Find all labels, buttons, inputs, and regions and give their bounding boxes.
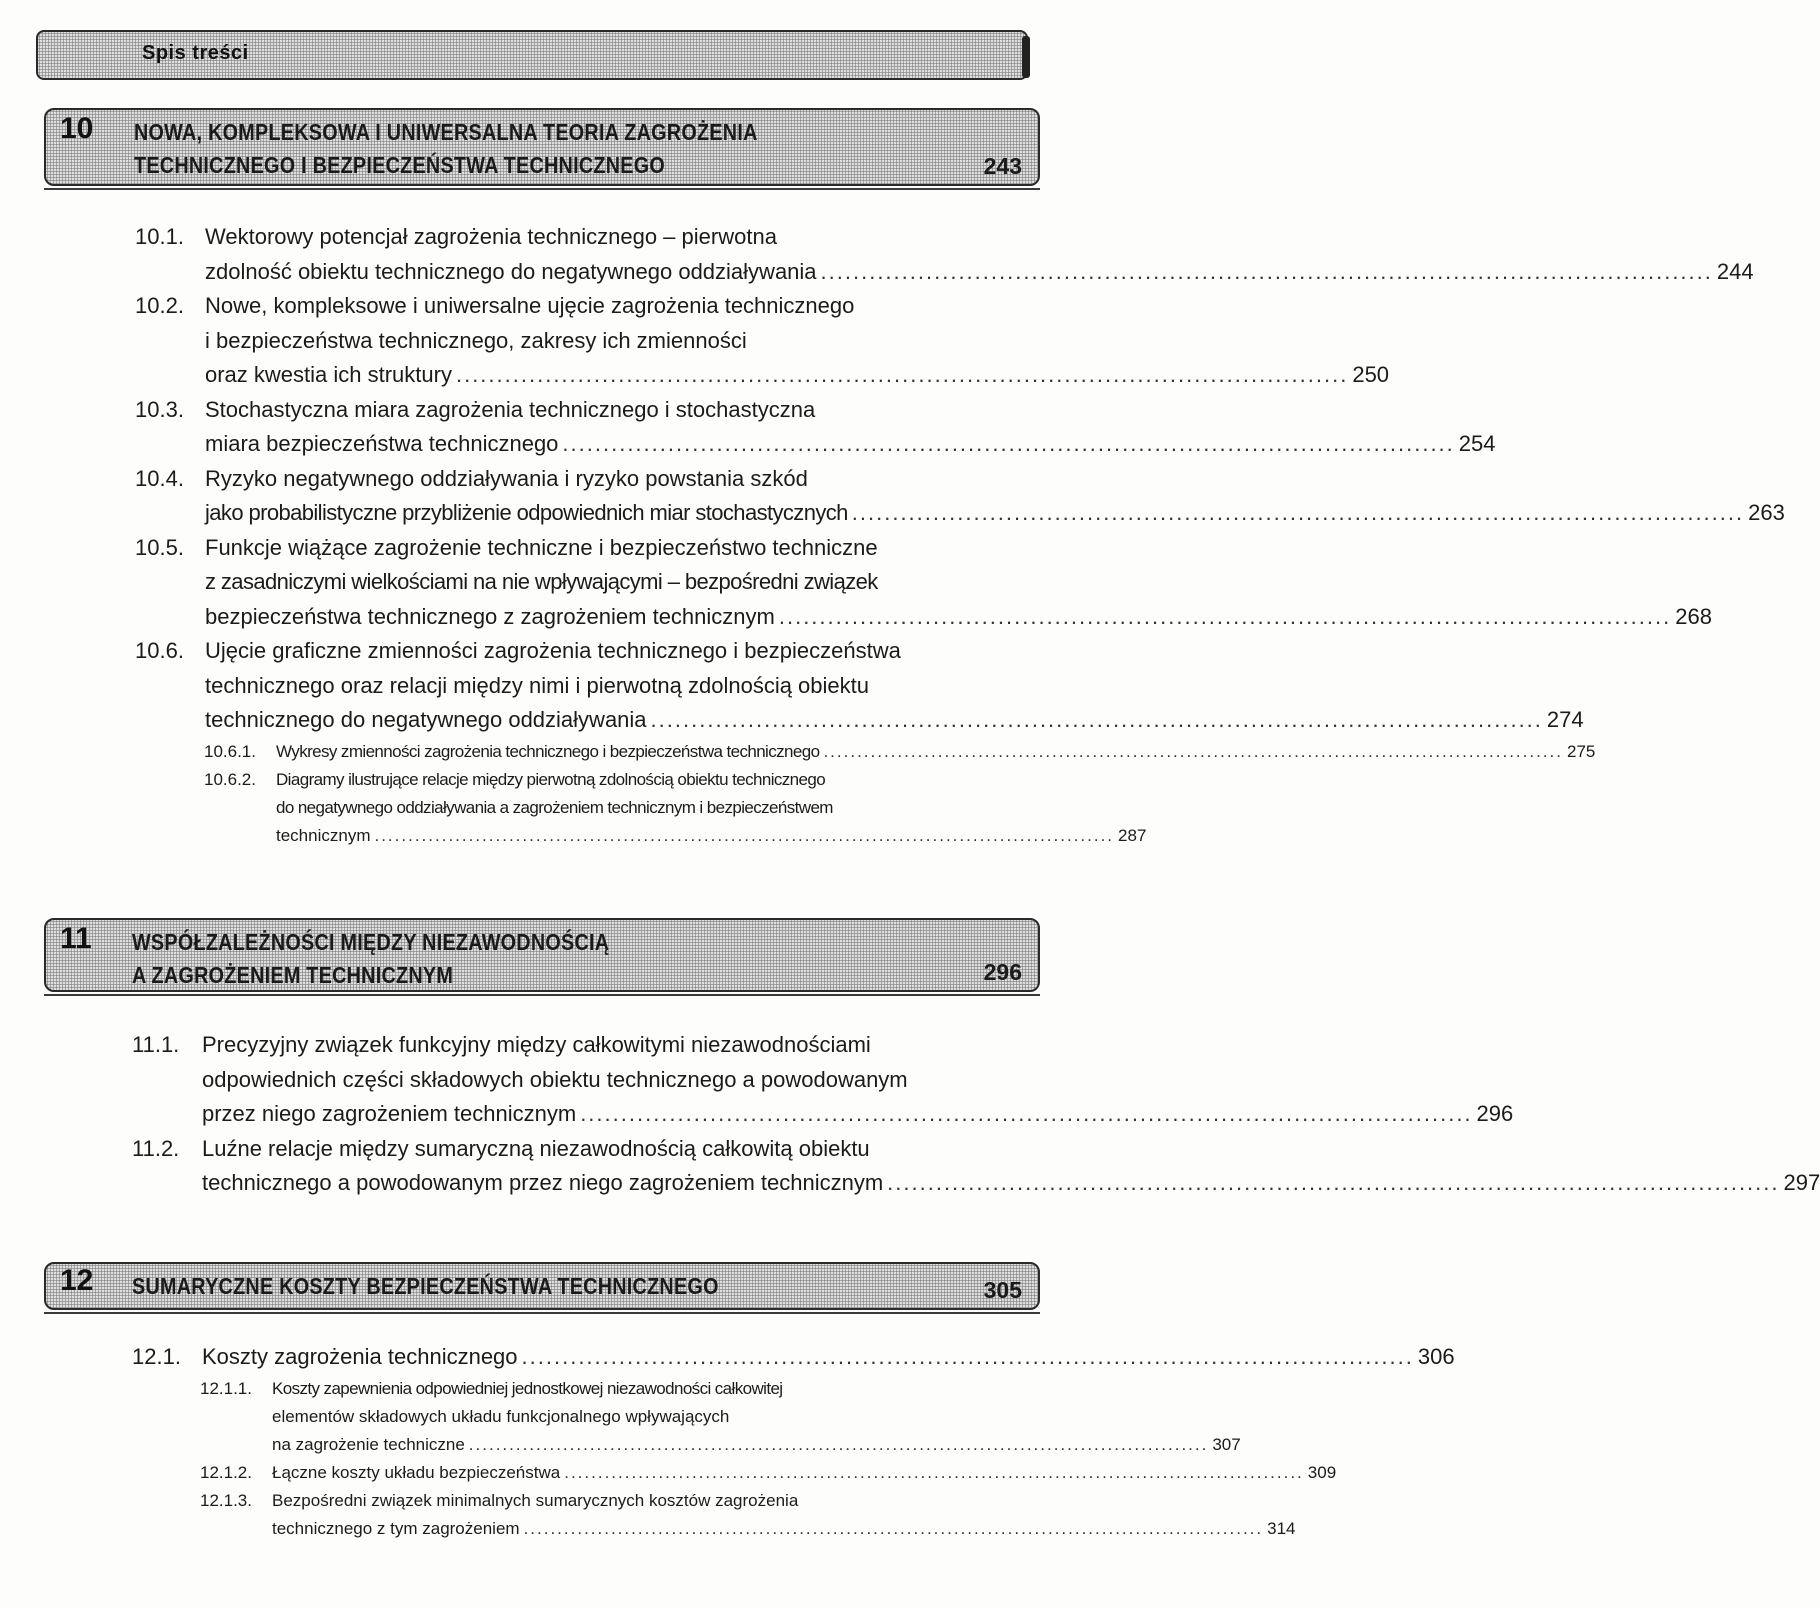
subentry-page: 307 — [1212, 1434, 1241, 1454]
divider — [44, 994, 1040, 996]
chapter-entries-11 — [0, 1028, 1820, 1201]
entry-number: 10.6. — [135, 638, 184, 663]
entry-text: przez niego zagrożeniem technicznym — [202, 1101, 577, 1126]
entry-page: 306 — [1417, 1344, 1455, 1369]
chapter-title-line: NOWA, KOMPLEKSOWA I UNIWERSALNA TEORIA ZAGROŻENIA — [134, 119, 758, 145]
subentry-number: 10.6.1. — [204, 741, 256, 761]
chapter-header-10 — [44, 108, 1040, 186]
entry-text: Ujęcie graficzne zmienności zagrożenia technicznego i bezpieczeństwa — [205, 638, 901, 663]
entry-number: 10.1. — [135, 224, 184, 249]
chapter-title-line: TECHNICZNEGO I BEZPIECZEŃSTWA TECHNICZNEGO — [134, 152, 665, 178]
entry-number: 10.4. — [135, 465, 184, 491]
leader-dots: .............................................................................................................. — [455, 362, 1349, 387]
entry-text: technicznego a powodowanym przez niego zagrożeniem technicznym — [202, 1170, 884, 1195]
subentry-number: 12.1.2. — [200, 1462, 252, 1482]
entry-text: odpowiednich części składowych obiektu technicznego a powodowanym — [202, 1066, 908, 1092]
divider — [44, 1312, 1040, 1314]
subentry-page: 275 — [1567, 741, 1596, 761]
subentry-page: 314 — [1267, 1518, 1296, 1538]
entry-text: Wektorowy potencjał zagrożenia technicznego – pierwotna — [205, 224, 777, 249]
subentry-text: Wykresy zmienności zagrożenia technicznego i bezpieczeństwa technicznego — [276, 741, 820, 761]
toc-entry[interactable] — [0, 393, 1496, 462]
leader-dots: .............................................................................................................. — [562, 431, 1455, 456]
entry-page: 254 — [1458, 431, 1496, 456]
leader-dots: .............................................................................................................. — [564, 1462, 1304, 1482]
entry-number: 10.2. — [135, 293, 184, 318]
section-header-label: Spis treści — [142, 42, 249, 64]
toc-subentry[interactable] — [0, 1459, 1337, 1487]
entry-text: zdolność obiektu technicznego do negatywnego oddziaływania — [205, 258, 817, 284]
chapter-title — [134, 116, 788, 182]
entry-text: oraz kwestia ich struktury — [205, 362, 452, 387]
chapter-title — [132, 1270, 786, 1303]
subentry-page: 309 — [1307, 1462, 1337, 1482]
entry-page: 263 — [1748, 500, 1785, 525]
entry-page: 244 — [1716, 258, 1754, 284]
toc-entry[interactable] — [0, 634, 1584, 738]
subentry-text: Bezpośredni związek minimalnych sumarycznych kosztów zagrożenia — [272, 1490, 799, 1510]
entry-text: z zasadniczymi wielkościami na nie wpływającymi – bezpośredni związek — [205, 569, 878, 594]
toc-entry[interactable] — [0, 462, 1785, 531]
toc-entry[interactable] — [0, 1132, 1820, 1201]
subentry-number: 12.1.1. — [200, 1378, 252, 1398]
leader-dots: .............................................................................................................. — [887, 1170, 1780, 1195]
entry-text: Precyzyjny związek funkcyjny między całkowitymi niezawodnościami — [202, 1032, 871, 1057]
divider — [44, 188, 1040, 190]
toc-entry[interactable] — [0, 220, 1754, 289]
subentry-text: technicznego z tym zagrożeniem — [272, 1518, 520, 1538]
subentry-text: Łączne koszty układu bezpieczeństwa — [272, 1462, 561, 1482]
chapter-header-12 — [44, 1262, 1040, 1310]
subentry-text: do negatywnego oddziaływania a zagrożeniem technicznym i bezpieczeństwem — [276, 797, 833, 817]
toc-entry[interactable] — [0, 289, 1390, 393]
entry-text: Funkcje wiążące zagrożenie techniczne i bezpieczeństwo techniczne — [205, 534, 878, 560]
toc-subentry[interactable] — [0, 1487, 1296, 1543]
leader-dots: .............................................................................................................. — [778, 603, 1672, 629]
subentry-text: Koszty zapewnienia odpowiedniej jednostkowej niezawodności całkowitej — [272, 1378, 783, 1398]
subentry-text: elementów składowych układu funkcjonalnego wpływających — [272, 1406, 730, 1426]
entry-text: miara bezpieczeństwa technicznego — [205, 431, 559, 456]
entry-text: i bezpieczeństwa technicznego, zakresy ich zmienności — [205, 327, 747, 353]
entry-page: 274 — [1546, 707, 1584, 732]
subentry-number: 10.6.2. — [204, 769, 256, 789]
chapter-page: 243 — [983, 153, 1022, 179]
entry-text: technicznego oraz relacji między nimi i pierwotną zdolnością obiektu — [205, 672, 869, 698]
toc-subentry[interactable] — [0, 738, 1596, 766]
subentry-text: technicznym — [276, 825, 371, 845]
chapter-header-11 — [44, 918, 1040, 992]
section-header-bar — [36, 30, 1028, 80]
toc-entry[interactable] — [0, 1340, 1455, 1375]
leader-dots: .............................................................................................................. — [374, 825, 1115, 845]
entry-number: 11.1. — [132, 1032, 180, 1057]
toc-subentry[interactable] — [0, 1375, 1241, 1459]
entry-number: 10.5. — [135, 534, 184, 560]
entry-page: 296 — [1476, 1101, 1514, 1126]
chapter-title — [132, 926, 786, 992]
chapter-number: 12 — [60, 1264, 94, 1297]
toc-entry[interactable] — [0, 1028, 1514, 1132]
entry-page: 297 — [1783, 1170, 1820, 1195]
chapter-page: 296 — [983, 959, 1022, 985]
toc-entry[interactable] — [0, 531, 1712, 635]
chapter-entries-12 — [0, 1340, 1455, 1543]
leader-dots: .............................................................................................................. — [823, 741, 1563, 761]
entry-text: Luźne relacje między sumaryczną niezawodnością całkowitą obiektu — [202, 1135, 870, 1161]
entry-number: 10.3. — [135, 396, 184, 422]
leader-dots: .............................................................................................................. — [820, 258, 1713, 284]
subentry-number: 12.1.3. — [200, 1490, 252, 1510]
header-edge-tab — [1022, 36, 1030, 78]
chapter-entries-10 — [0, 220, 1785, 850]
leader-dots: .............................................................................................................. — [851, 500, 1745, 525]
leader-dots: .............................................................................................................. — [521, 1344, 1414, 1369]
entry-page: 250 — [1352, 362, 1390, 387]
entry-text: jako probabilistyczne przybliżenie odpowiednich miar stochastycznych — [205, 500, 848, 525]
entry-text: Koszty zagrożenia technicznego — [202, 1344, 518, 1369]
entry-text: Nowe, kompleksowe i uniwersalne ujęcie zagrożenia technicznego — [205, 293, 855, 318]
leader-dots: .............................................................................................................. — [580, 1101, 1473, 1126]
subentry-text: na zagrożenie techniczne — [272, 1434, 465, 1454]
chapter-number: 11 — [60, 922, 92, 955]
leader-dots: .............................................................................................................. — [650, 707, 1543, 732]
entry-text: Ryzyko negatywnego oddziaływania i ryzyko powstania szkód — [205, 465, 808, 491]
chapter-page: 305 — [983, 1277, 1022, 1303]
toc-subentry[interactable] — [0, 766, 1147, 850]
leader-dots: .............................................................................................................. — [468, 1434, 1209, 1454]
chapter-title-line: SUMARYCZNE KOSZTY BEZPIECZEŃSTWA TECHNICZNEGO — [132, 1273, 719, 1299]
entry-text: bezpieczeństwa technicznego z zagrożeniem technicznym — [205, 603, 775, 629]
entry-number: 12.1. — [132, 1344, 181, 1369]
leader-dots: .............................................................................................................. — [523, 1518, 1264, 1538]
entry-number: 11.2. — [132, 1135, 180, 1161]
subentry-text: Diagramy ilustrujące relacje między pierwotną zdolnością obiektu technicznego — [276, 769, 826, 789]
entry-text: technicznego do negatywnego oddziaływania — [205, 707, 647, 732]
entry-page: 268 — [1675, 603, 1712, 629]
subentry-page: 287 — [1118, 825, 1147, 845]
entry-text: Stochastyczna miara zagrożenia technicznego i stochastyczna — [205, 396, 816, 422]
chapter-title-line: WSPÓŁZALEŻNOŚCI MIĘDZY NIEZAWODNOŚCIĄ — [132, 929, 610, 955]
chapter-title-line: A ZAGROŻENIEM TECHNICZNYM — [132, 962, 454, 988]
chapter-number: 10 — [60, 112, 94, 145]
